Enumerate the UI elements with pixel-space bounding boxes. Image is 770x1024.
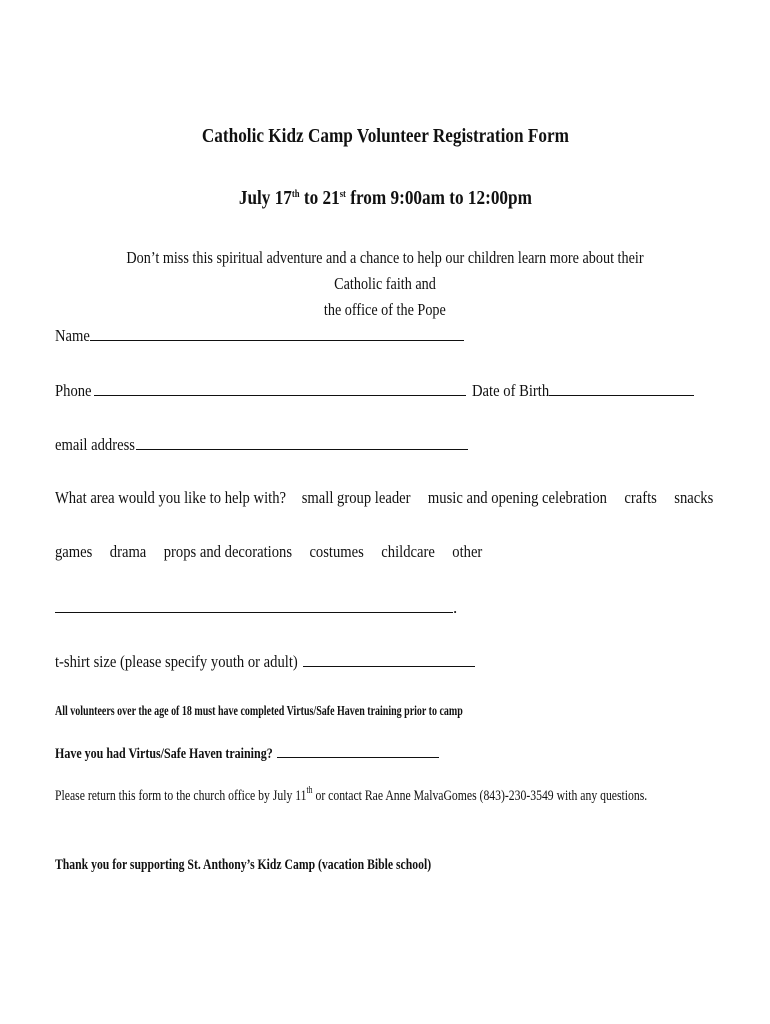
return-instructions: [55, 785, 770, 805]
option-childcare[interactable]: childcare: [381, 542, 435, 561]
virtus-question-row: [55, 742, 439, 763]
phone-label: Phone: [55, 381, 92, 400]
thank-you-text: Thank you for supporting St. Anthony’s Kidz Camp (vacation Bible school): [55, 857, 432, 873]
camp-dates: [0, 187, 770, 210]
help-question-label: What area would you like to help with?: [55, 488, 287, 507]
name-field[interactable]: [90, 325, 464, 341]
email-row: [55, 434, 468, 455]
option-crafts[interactable]: crafts: [624, 488, 657, 507]
other-line-period: .: [453, 598, 458, 617]
option-costumes[interactable]: costumes: [309, 542, 364, 561]
phone-row: [55, 380, 694, 401]
option-snacks[interactable]: snacks: [674, 488, 714, 507]
return-prefix: Please return this form to the church office by July 11: [55, 788, 307, 804]
dates-suffix: from 9:00am to 12:00pm: [345, 187, 532, 209]
name-label: Name: [55, 326, 90, 345]
intro-paragraph: [60, 245, 710, 323]
return-suffix: or contact Rae Anne MalvaGomes (843)-230-3549 with any questions.: [312, 788, 648, 804]
help-options-row2: [55, 542, 552, 562]
tshirt-field[interactable]: [303, 651, 475, 667]
email-field[interactable]: [136, 434, 468, 450]
help-options-row2-content: [55, 542, 482, 562]
return-instructions-text: [55, 785, 648, 805]
virtus-note: [55, 703, 606, 719]
other-field[interactable]: [55, 597, 453, 613]
dob-field[interactable]: [549, 380, 694, 396]
phone-field[interactable]: [94, 380, 466, 396]
email-label: email address: [55, 435, 135, 454]
name-row: [55, 325, 464, 346]
return-sup: th: [306, 785, 313, 796]
tshirt-label: t-shirt size (please specify youth or adult): [55, 652, 298, 671]
intro-line-1: Don’t miss this spiritual adventure and a chance to help our children learn more about their Catholic faith and: [126, 248, 644, 293]
virtus-note-text: All volunteers over the age of 18 must have completed Virtus/Safe Haven training prior to camp: [55, 703, 463, 718]
help-question-row: [55, 488, 770, 508]
other-row: [55, 597, 457, 618]
option-other[interactable]: other: [452, 542, 483, 561]
dob-label: Date of Birth: [471, 381, 549, 400]
option-games[interactable]: games: [55, 542, 93, 561]
virtus-answer-field[interactable]: [277, 742, 439, 758]
option-music-opening[interactable]: music and opening celebration: [427, 488, 607, 507]
camp-dates-text: [238, 187, 531, 210]
thank-you-note: [55, 857, 537, 874]
tshirt-row: [55, 651, 475, 672]
dates-prefix: July 17: [238, 187, 292, 209]
help-question-content: [55, 488, 713, 508]
form-title-text: Catholic Kidz Camp Volunteer Registration Form: [201, 125, 569, 147]
dates-sup-2: st: [339, 189, 346, 200]
option-props-decorations[interactable]: props and decorations: [163, 542, 293, 561]
option-small-group-leader[interactable]: small group leader: [301, 488, 411, 507]
intro-line-2: the office of the Pope: [324, 300, 446, 319]
dates-sup-1: th: [291, 189, 300, 200]
option-drama[interactable]: drama: [109, 542, 147, 561]
form-title: [0, 125, 770, 148]
virtus-question-label: Have you had Virtus/Safe Haven training?: [55, 746, 273, 762]
dates-mid: to 21: [299, 187, 340, 209]
